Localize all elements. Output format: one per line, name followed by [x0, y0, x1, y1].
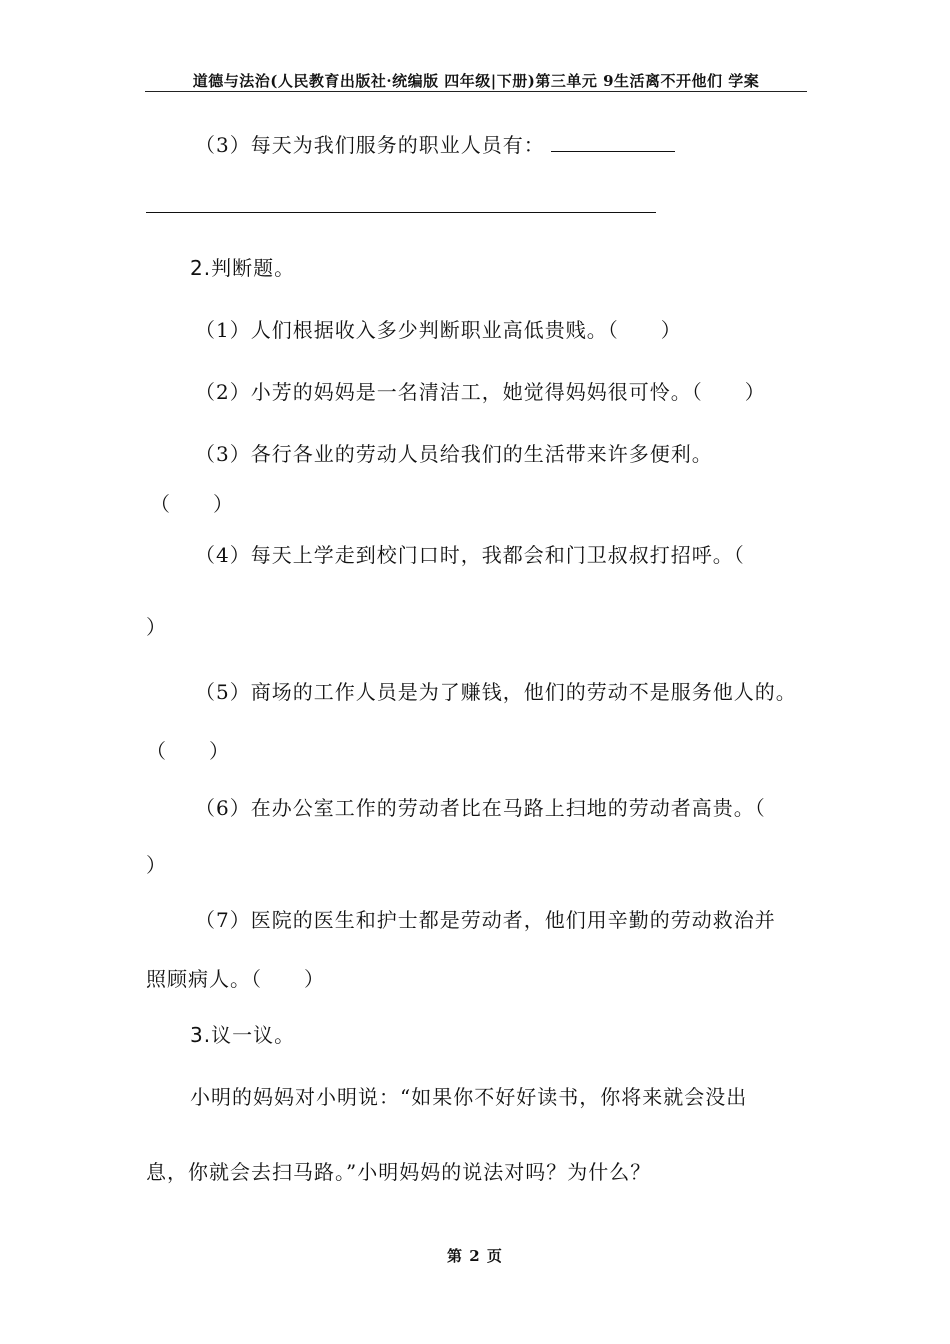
q2-heading: 2.判断题。: [190, 256, 296, 280]
q2-item-6: （6）在办公室工作的劳动者比在马路上扫地的劳动者高贵。（: [195, 796, 766, 820]
page-number: 第 2 页: [447, 1247, 503, 1265]
q2-item-6-answer[interactable]: ）: [146, 853, 167, 877]
header-divider: [145, 91, 807, 92]
q3-paragraph-line-1: 小明的妈妈对小明说：“如果你不好好读书，你将来就会没出: [190, 1085, 748, 1109]
q2-item-3: （3）各行各业的劳动人员给我们的生活带来许多便利。: [195, 442, 713, 466]
q2-item-1: （1）人们根据收入多少判断职业高低贵贱。（ ）: [195, 318, 682, 342]
q2-item-2: （2）小芳的妈妈是一名清洁工，她觉得妈妈很可怜。（ ）: [195, 380, 766, 404]
q1-item-3: [195, 133, 675, 157]
q3-paragraph-line-2: 息，你就会去扫马路。”小明妈妈的说法对吗？为什么？: [146, 1160, 652, 1184]
answer-blank-short[interactable]: [551, 133, 675, 152]
q2-item-5-answer[interactable]: （ ）: [146, 739, 230, 763]
q1-item-3-label: （3）每天为我们服务的职业人员有：: [195, 133, 545, 157]
q2-item-3-answer[interactable]: （ ）: [150, 492, 234, 516]
q2-item-4: （4）每天上学走到校门口时，我都会和门卫叔叔打招呼。（: [195, 543, 745, 567]
answer-blank-line[interactable]: [146, 212, 656, 213]
q2-item-4-answer[interactable]: ）: [146, 615, 167, 639]
q2-item-5: （5）商场的工作人员是为了赚钱，他们的劳动不是服务他人的。: [195, 680, 797, 704]
q3-heading: 3.议一议。: [190, 1023, 296, 1047]
page-header-title: 道德与法治(人民教育出版社·统编版 四年级|下册)第三单元 9生活离不开他们 学案: [192, 72, 760, 90]
q2-item-7: （7）医院的医生和护士都是劳动者，他们用辛勤的劳动救治并: [195, 908, 776, 932]
q2-item-7-continued[interactable]: 照顾病人。（ ）: [146, 967, 325, 991]
